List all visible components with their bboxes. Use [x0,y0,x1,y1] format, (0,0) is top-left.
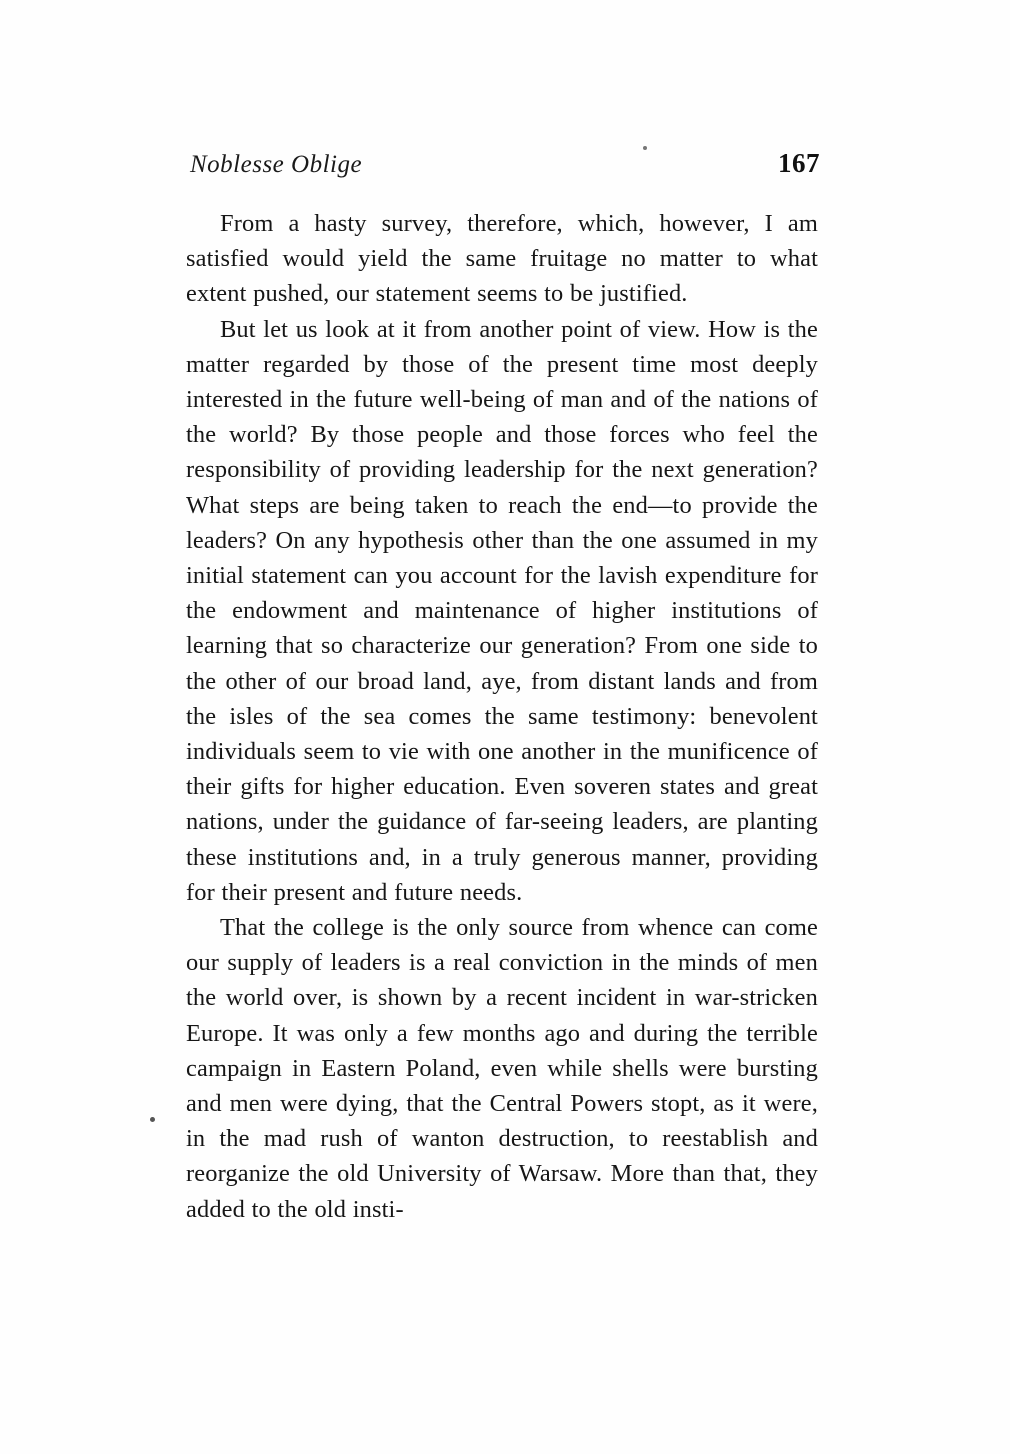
paragraph: But let us look at it from another point of view. How is the matter regarded by those of the present time most deeply interested in the future well-being of man and of the nations of the world? By those people and those forces who feel the responsibility of providing leadership for the next generation? What steps are being taken to reach the end—to provide the leaders? On any hypothesis other than the one assumed in my initial statement can you account for the lavish expenditure for the endowment and maintenance of higher institutions of learning that so characterize our generation? From one side to the other of our broad land, aye, from distant lands and from the isles of the sea comes the same testimony: benevolent individuals seem to vie with one another in the munificence of their gifts for higher education. Even soveren states and great nations, under the guidance of far-seeing leaders, are planting these institutions and, in a truly generous manner, providing for their present and future needs. [186,315,818,906]
running-title: Noblesse Oblige [190,151,363,178]
page-number: 167 [778,148,820,178]
page-header [190,148,820,179]
ink-speck-header-icon [643,146,647,150]
ink-speck-margin-icon [150,1117,155,1122]
body-text [186,206,818,1227]
paragraph: From a hasty survey, therefore, which, however, I am satisfied would yield the same fruitage no matter to what extent pushed, our statement seems to be justified. [186,210,818,308]
paragraph: That the college is the only source from whence can come our supply of leaders is a real conviction in the minds of men the world over, is shown by a recent incident in war-stricken Europe. It was only a few months ago and during the terrible campaign in Eastern Poland, even while shells were bursting and men were dying, that the Central Powers stopt, as it were, in the mad rush of wanton destruction, to reestablish and reorganize the old University of Warsaw. More than that, they added to the old insti- [186,914,818,1223]
